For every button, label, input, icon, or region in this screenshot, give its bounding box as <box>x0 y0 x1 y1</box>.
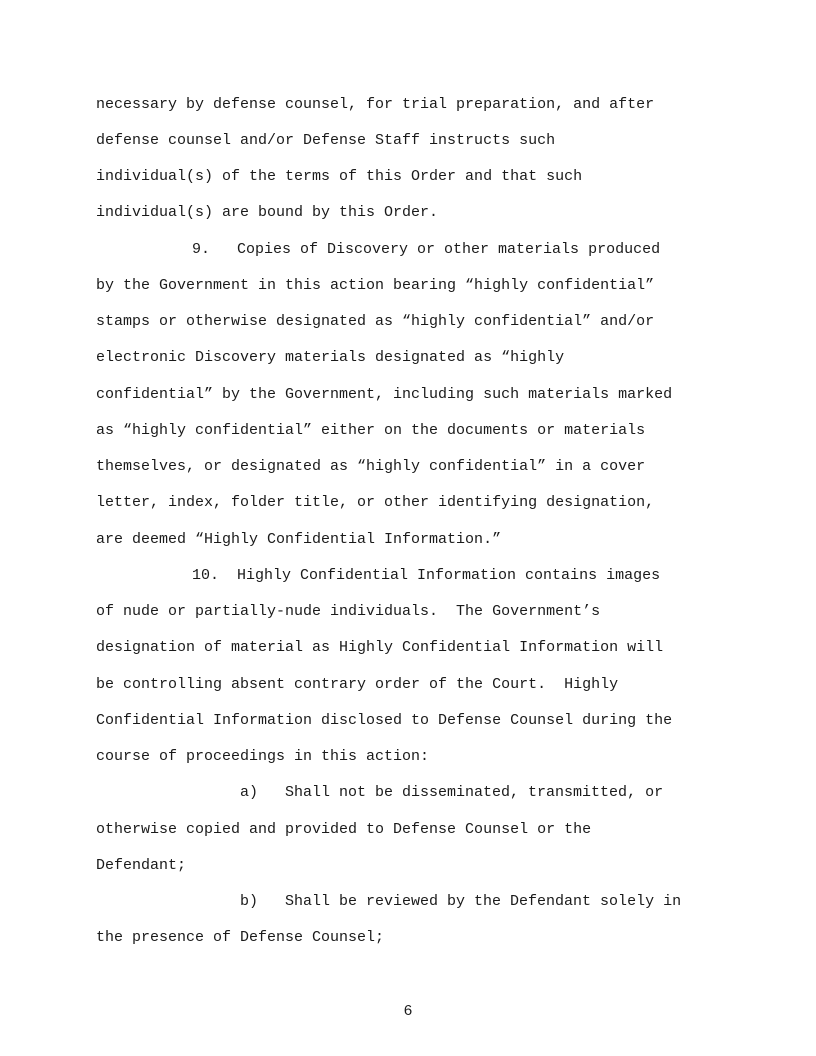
text-line: individual(s) are bound by this Order. <box>96 204 439 221</box>
text-line: of nude or partially-nude individuals. The Government’s <box>96 603 601 620</box>
text-line: otherwise copied and provided to Defense Counsel or the <box>96 821 592 838</box>
subparagraph-a-first-line: a) Shall not be disseminated, transmitted, or <box>240 784 664 801</box>
text-line: Confidential Information disclosed to Defense Counsel during the <box>96 712 673 729</box>
text-line: letter, index, folder title, or other identifying designation, <box>96 494 655 511</box>
text-line: defense counsel and/or Defense Staff instructs such <box>96 132 556 149</box>
text-line: electronic Discovery materials designated as “highly <box>96 349 565 366</box>
text-line: by the Government in this action bearing “highly confidential” <box>96 277 655 294</box>
text-line: stamps or otherwise designated as “highly confidential” and/or <box>96 313 655 330</box>
paragraph-9-first-line: 9. Copies of Discovery or other materials produced <box>192 241 661 258</box>
paragraph-10-first-line: 10. Highly Confidential Information contains images <box>192 567 661 584</box>
text-line: as “highly confidential” either on the documents or materials <box>96 422 646 439</box>
subparagraph-b-first-line: b) Shall be reviewed by the Defendant solely in <box>240 893 682 910</box>
text-line: designation of material as Highly Confidential Information will <box>96 639 664 656</box>
text-line: course of proceedings in this action: <box>96 748 430 765</box>
page-number: 6 <box>403 1003 413 1020</box>
text-line: confidential” by the Government, including such materials marked <box>96 386 673 403</box>
text-line: necessary by defense counsel, for trial preparation, and after <box>96 96 655 113</box>
text-line: Defendant; <box>96 857 187 874</box>
text-line: the presence of Defense Counsel; <box>96 929 385 946</box>
text-line: themselves, or designated as “highly confidential” in a cover <box>96 458 646 475</box>
text-line: be controlling absent contrary order of the Court. Highly <box>96 676 619 693</box>
text-line: individual(s) of the terms of this Order and that such <box>96 168 583 185</box>
text-line: are deemed “Highly Confidential Information.” <box>96 531 502 548</box>
